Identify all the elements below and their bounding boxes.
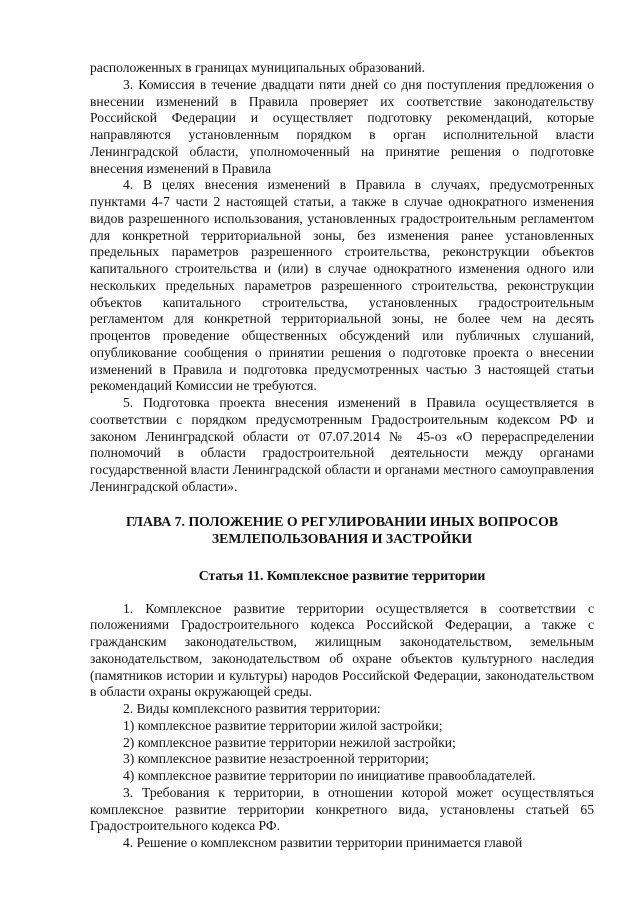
article-paragraph-4: 4. Решение о комплексном развитии территории принимается главой bbox=[123, 835, 523, 850]
list-item: 2) комплексное развитие территории нежилой застройки; bbox=[123, 734, 456, 750]
list-item: 1) комплексное развитие территории жилой застройки; bbox=[123, 717, 443, 733]
article-paragraph-2: 2. Виды комплексного развития территории: bbox=[123, 701, 381, 716]
chapter-heading-line-2: ЗЕМЛЕПОЛЬЗОВАНИЯ И ЗАСТРОЙКИ bbox=[211, 530, 473, 546]
list-item: 4) комплексное развитие территории по инициативе правообладателей. bbox=[123, 768, 536, 783]
article-title: Статья 11. Комплексное развитие территории bbox=[198, 567, 486, 583]
paragraph-5: 5. Подготовка проекта внесения изменений в Правила осуществляется в соответствии с порядком предусмотренным Градостроительным кодексом РФ и законом Ленинградской области от 07.07.2014 № 45-оз «О перераспределении полномочий в области градостроительной деятельности между органами государственной власти Ленинградской области и органами местного самоуправления Ленинградской области». bbox=[90, 395, 594, 494]
paragraph-continuation: расположенных в границах муниципальных образований. bbox=[90, 60, 426, 75]
paragraph-3: 3. Комиссия в течение двадцати пяти дней со дня поступления предложения о внесении изменений в Правила проверяет их соответствие законодательству Российской Федерации и осуществляет подготовку рекомендаций, которые направляются установленным порядком в орган исполнительной власти Ленинградской области, уполномоченный на принятие решения о подготовке внесения изменений в Правила bbox=[90, 76, 594, 176]
chapter-heading-line-1: ГЛАВА 7. ПОЛОЖЕНИЕ О РЕГУЛИРОВАНИИ ИНЫХ ВОПРОСОВ bbox=[125, 513, 559, 529]
paragraph-4: 4. В целях внесения изменений в Правила в случаях, предусмотренных пунктами 4-7 части 2 настоящей статьи, а также в случае однократного изменения видов разрешенного использования, установленных градостроительным регламентом для конкретной территориальной зоны, без изменения ранее установленных предельных параметров разрешенного строительства, реконструкции объектов капитального строительства и (или) в случае однократного изменения одного или нескольких предельных параметров разрешенного строительства, реконструкции объектов капитального строительства, установленных градостроительным регламентом для конкретной территориальной зоны, не более чем на десять процентов проведение общественных обсуждений или публичных слушаний, опубликование сообщения о принятии решения о подготовке проекта о внесении изменений в Правила и подготовка предусмотренных частью 3 настоящей статьи рекомендаций Комиссии не требуются. bbox=[90, 177, 594, 394]
document-body bbox=[90, 60, 594, 852]
article-paragraph-3: 3. Требования к территории, в отношении которой может осуществляться комплексное развитие территории конкретного вида, установлены статьей 65 Градостроительного кодекса РФ. bbox=[90, 784, 594, 834]
list-item: 3) комплексное развитие незастроенной территории; bbox=[123, 751, 429, 767]
development-types-list bbox=[90, 718, 594, 785]
chapter-heading bbox=[90, 513, 594, 547]
article-paragraph-1: 1. Комплексное развитие территории осуществляется в соответствии с положениями Градостроительного кодекса Российской Федерации, а также с гражданским законодательством, жилищным законодательством, земельным законодательством, законодательством об охране объектов культурного наследия (памятников истории и культуры) народов Российской Федерации, законодательством в области охраны окружающей среды. bbox=[90, 600, 594, 700]
